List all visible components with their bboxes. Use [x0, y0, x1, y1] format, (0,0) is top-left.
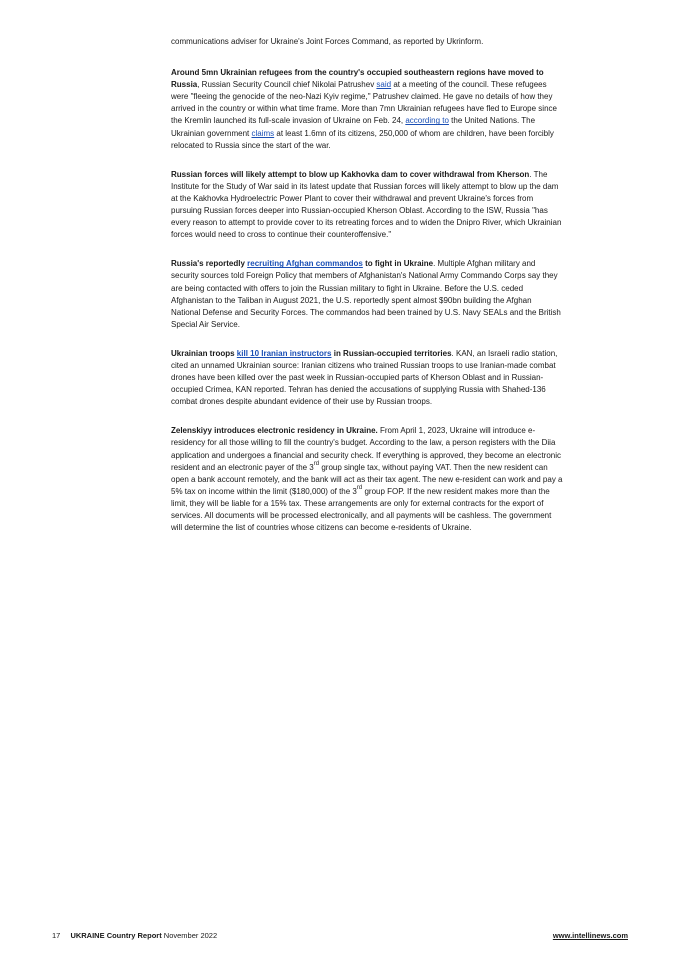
article-body: [171, 36, 563, 551]
website-link[interactable]: www.intellinews.com: [552, 931, 628, 940]
text-run: group FOP. If the new resident makes more than the limit, they will be liable for a 15% tax. These arrangements are only for external contracts for the export of services. All documents will be processed electronically, and all payments will be cashless. The government will determine the list of countries whose citizens can become e-residents of Ukraine.: [171, 486, 552, 533]
page-footer: [52, 930, 628, 942]
news-item: [171, 258, 563, 331]
news-item-headline: Zelenskiyy introduces electronic residency in Ukraine.: [171, 426, 378, 436]
text-run: at least 1.6mn of its citizens, 250,000 of whom are children, have been forcibly relocated to Russia since the start of the war.: [171, 128, 554, 150]
text-run: the United Nations. The Ukrainian government: [171, 116, 536, 138]
report-title: UKRAINE Country Report: [70, 931, 162, 940]
text-run: at a meeting of the council. These refugees were "fleeing the genocide of the neo-Nazi Kyiv regime," Patrushev claimed. He gave no details of how they arrived in the country or within what time frame. More than 7mn Ukrainian refugees have fled to Europe since the Kremlin launched its full-scale invasion of Ukraine on Feb. 24,: [171, 80, 557, 126]
text-run: From April 1, 2023, Ukraine will introduce e-residency for all those willing to fill the country's budget. According to the law, a person registers with the Diia application and undergoes a financial and security check. If everything is approved, they become an electronic resident and an electronic payer of the 3: [171, 426, 562, 472]
ordinal-superscript: rd: [356, 484, 363, 491]
text-run: . The Institute for the Study of War said in its latest update that Russian forces will likely attempt to blow up the dam at the Kakhovka Hydroelectric Power Plant to cover their withdrawal and prevent Ukraine's forces from pursuing Russian forces deeper into Russian-occupied Kherson Oblast. According to the ISW, Russia "has every reason to attempt to provide cover to its retreating forces and to widen the Dnipro River, which Ukrainian forces would need to cross to continue their counteroffensive.": [171, 169, 562, 240]
news-item: [171, 169, 563, 242]
text-run: group single tax, without paying VAT. Then the new resident can open a bank account remotely, and the bank will act as their tax agent. The new e-resident can work and pay a 5% tax on income within the limit ($180,000) of the 3: [171, 462, 563, 496]
text-run: . Multiple Afghan military and security sources told Foreign Policy that members of Afghanistan's National Army Commando Corps say they are being contacted with offers to join the Russian military to fight in Ukraine. Before the U.S. ceded Afghanistan to the Taliban in August 2021, the U.S. reportedly spent almost $90bn building the Afghan National Defense and Security Forces. The commandos had been trained by U.S. Navy SEALs and the British Special Air Service.: [171, 259, 561, 329]
page-number: 17: [52, 931, 61, 940]
footer-left: [52, 930, 217, 942]
intro-paragraph: communications adviser for Ukraine's Joint Forces Command, as reported by Ukrinform.: [171, 37, 484, 46]
inline-link[interactable]: kill 10 Iranian instructors: [236, 348, 332, 358]
news-item-headline: [171, 259, 433, 268]
inline-link[interactable]: according to: [405, 116, 449, 126]
inline-link[interactable]: said: [376, 80, 392, 90]
text-run: to fight in Ukraine: [362, 259, 434, 269]
news-item-headline: Around 5mn Ukrainian refugees from the country's occupied southeastern regions have moved to Russia: [171, 68, 544, 90]
text-run: Ukrainian troops: [171, 348, 237, 358]
ordinal-superscript: rd: [313, 460, 320, 467]
news-item-headline: Russian forces will likely attempt to blow up Kakhovka dam to cover withdrawal from Kherson: [171, 169, 530, 179]
news-item: [171, 348, 563, 408]
news-item: [171, 67, 563, 152]
inline-link[interactable]: claims: [251, 128, 275, 138]
text-run: Russia's reportedly: [171, 259, 248, 269]
news-item: [171, 425, 563, 534]
inline-link[interactable]: recruiting Afghan commandos: [247, 259, 363, 269]
news-item-headline: [171, 349, 452, 358]
text-run: , Russian Security Council chief Nikolai Patrushev: [197, 80, 377, 90]
news-sections: [171, 67, 563, 534]
text-run: in Russian-occupied territories: [331, 348, 452, 358]
text-run: . KAN, an Israeli radio station, cited an unnamed Ukrainian source: Iranian citizens who trained Russian troops to use Iranian-made combat drones have been killed over the past week in Russian-occupied parts of Kherson Oblast and in Russian-occupied Crimea, KAN reported. Tehran has denied the accusations of supplying Russia with Shahed-136 combat drones despite abundant evidence of their use by Russian troops.: [171, 348, 558, 407]
report-date: November 2022: [163, 931, 218, 940]
